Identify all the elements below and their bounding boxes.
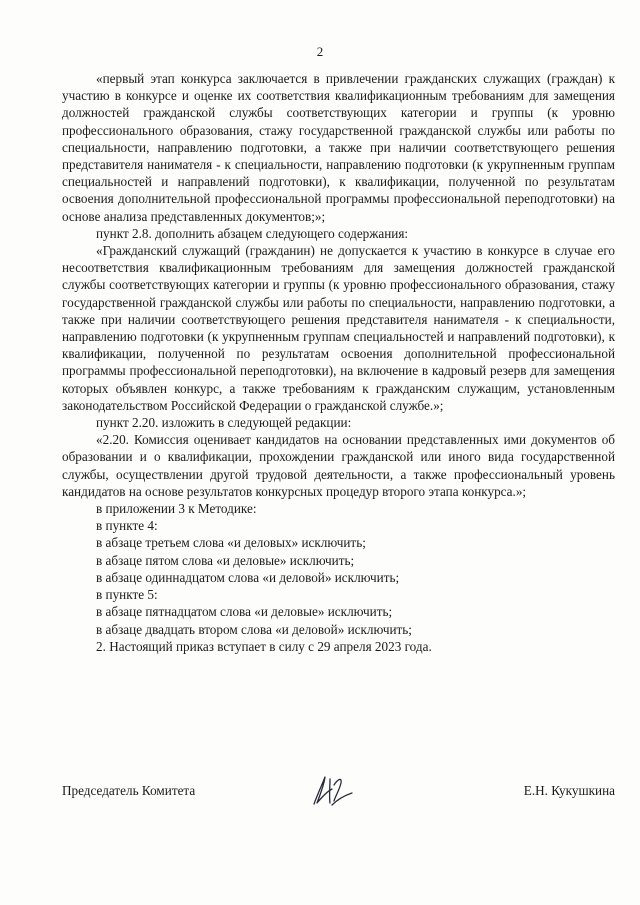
document-body xyxy=(62,70,615,655)
paragraph: пункт 2.20. изложить в следующей редакции: xyxy=(96,415,352,431)
page-number: 2 xyxy=(316,44,324,59)
signature-block xyxy=(62,783,615,823)
signer-title: Председатель Комитета xyxy=(62,783,196,798)
paragraph: в абзаце третьем слова «и деловых» исключить; xyxy=(96,535,366,551)
paragraph: «первый этап конкурса заключается в привлечении гражданских служащих (граждан) к участию в конкурсе и оценке их соответствия квалификационным требованиям для замещения должностей гражданской службы соответствующих категории и группы (к уровню профессионального образования, стажу государственной гражданской службы или работы по специальности, направлению подготовки, а также при наличии соответствующего решения представителя нанимателя - к специальности, направлению подготовки (к укрупненным группам специальностей и направлений подготовки), к квалификации, полученной по результатам освоения дополнительной профессиональной программы профессиональной переподготовки) на основе анализа представленных документов;»; xyxy=(62,71,615,224)
signer-name: Е.Н. Кукушкина xyxy=(523,783,615,798)
paragraph: в абзаце пятнадцатом слова «и деловые» исключить; xyxy=(96,604,393,620)
paragraph: «Гражданский служащий (гражданин) не допускается к участию в конкурсе в случае его несоответствия квалификационным требованиям для замещения должностей гражданской службы соответствующих категории и группы (к уровню профессионального образования, стажу государственной гражданской службы или работы по специальности, направлению подготовки, а также при наличии соответствующего решения представителя нанимателя - к специальности, направлению подготовки (к укрупненным группам специальностей и направлений подготовки), к квалификации, полученной по результатам освоения дополнительной профессиональной программы профессиональной переподготовки), на включение в кадровый резерв для замещения которых объявлен конкурс, а также требованиям к гражданским служащим, установленным законодательством Российской Федерации о гражданской службе.»; xyxy=(62,243,615,413)
paragraph: в приложении 3 к Методике: xyxy=(96,501,257,517)
paragraph: в абзаце одиннадцатом слова «и деловой» исключить; xyxy=(96,569,400,585)
paragraph: в пункте 4: xyxy=(96,518,158,534)
paragraph: «2.20. Комиссия оценивает кандидатов на основании представленных ими документов об образовании и о квалификации, прохождении гражданской или иного вида государственной службы, осуществлении другой трудовой деятельности, а также профессиональный уровень кандидатов на основе результатов конкурсных процедур второго этапа конкурса.»; xyxy=(62,432,615,499)
paragraph: в пункте 5: xyxy=(96,587,158,603)
paragraph: в абзаце пятом слова «и деловые» исключить; xyxy=(96,552,355,568)
handwritten-signature xyxy=(308,771,356,809)
paragraph: 2. Настоящий приказ вступает в силу с 29 апреля 2023 года. xyxy=(96,638,432,654)
paragraph: в абзаце двадцать втором слова «и деловой» исключить; xyxy=(96,621,412,637)
paragraph: пункт 2.8. дополнить абзацем следующего содержания: xyxy=(96,225,409,241)
